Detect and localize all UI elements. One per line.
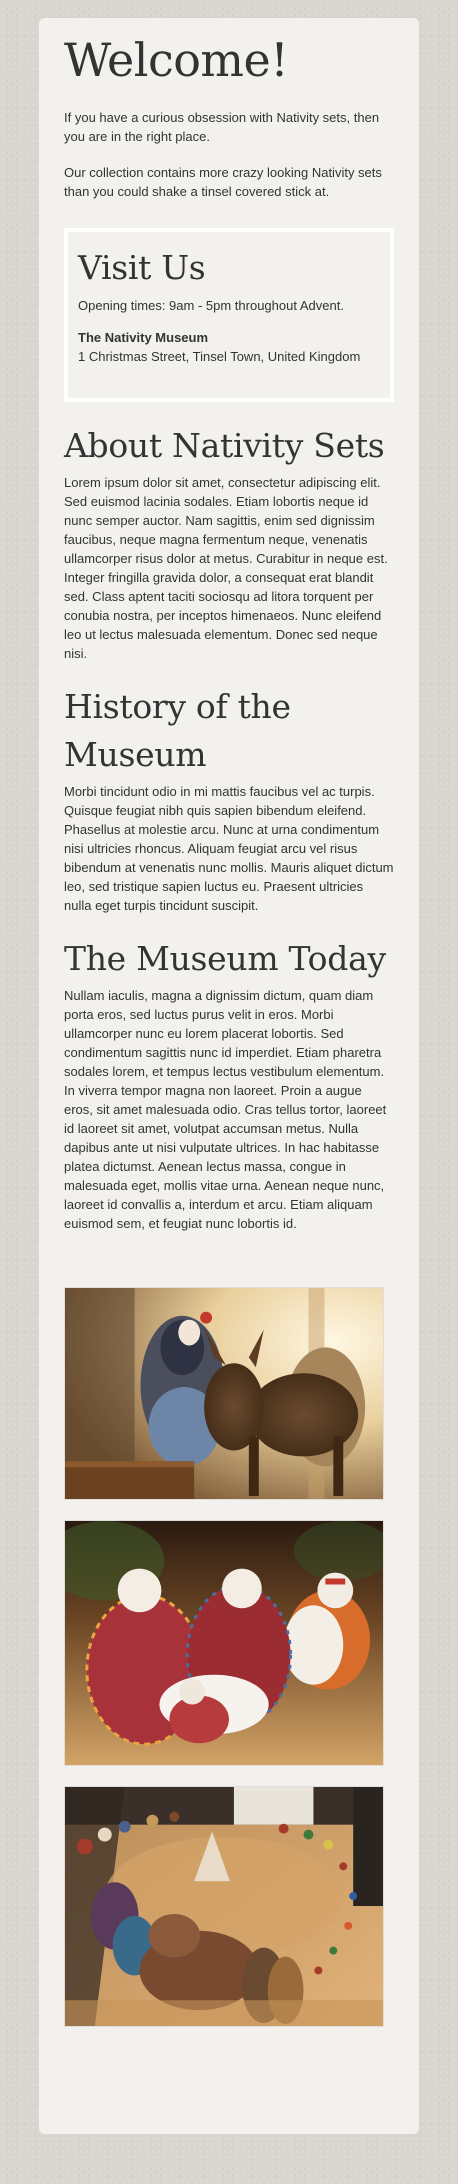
section-body: Nullam iaculis, magna a dignissim dictum, quam diam porta eros, sed luctus purus velit in eros. Morbi ullamcorper nunc eu lorem placerat lobortis. Sed condimentum sagittis nunc id imperdiet. Etiam pharetra sodales lorem, et tempus lectus vestibulum elementum. In viverra tempor magna non laoreet. Proin a augue eros, sit amet malesuada odio. Cras tellus tortor, laoreet id laoreet sit amet, volutpat accumsan metus. Nulla dapibus ante ut nisi vulputate ultrices. In hac habitasse platea dictumst. Aenean lectus massa, congue in malesuada eget, mollis vitae urna. Aenean neque nunc, laoreet id convallis a, interdum et arcu. Etiam aliquam euismod sem, et feugiat nunc lobortis id. [64,988,387,1231]
section-body: Morbi tincidunt odio in mi mattis faucibus vel ac turpis. Quisque feugiat nibh quis sapien bibendum eleifend. Phasellus at molestie arcu. Nunc at urna condimentum nisi ultricies rhoncus. Aliquam feugiat arcu vel risus bibendum at venenatis nunc mollis. Mauris aliquet dictum leo, sed tristique sapien luctus eu. Praesent ultricies nulla eget turpis tincidunt suscipit. [64,784,394,913]
section-history [64,683,394,915]
address-name: The Nativity Museum [78,330,209,345]
intro-paragraph-1: If you have a curious obsession with Nativity sets, then you are in the right place. [64,110,380,144]
nativity-collection-table-photo [64,1786,384,2027]
page-title: Welcome! [64,33,289,87]
intro-paragraph-2: Our collection contains more crazy looking Nativity sets than you could shake a tinsel covered stick at. [64,165,382,199]
content-panel [39,18,419,2134]
section-today [64,935,394,1233]
section-body: Lorem ipsum dolor sit amet, consectetur adipiscing elit. Sed euismod lacinia sodales. Etiam lobortis neque id nunc semper auctor. Nam sagittis, enim sed dignissim faucibus, neque magna fermentum neque, venenatis ullamcorper risus dolor at metus. Curabitur in neque est. Integer fringilla gravida dolor, a consequat erat blandit sed. Class aptent taciti sociosqu ad litora torquent per conubia nostra, per inceptos himenaeos. Nunc eleifend leo ut lectus malesuada elementum. Donec sed neque nisi. [64,475,388,661]
nativity-donkey-photo [64,1287,384,1500]
section-title: History of the Museum [64,687,291,774]
opening-times: Opening times: 9am - 5pm throughout Advent. [78,298,344,313]
section-title: About Nativity Sets [64,426,385,465]
photo-gallery [64,1287,394,2027]
address-line: 1 Christmas Street, Tinsel Town, United Kingdom [78,349,361,364]
photo-image [65,1521,383,1765]
section-title: The Museum Today [64,939,386,978]
photo-image [65,1787,383,2026]
visit-title: Visit Us [78,248,206,287]
visit-us-box [64,228,394,402]
intro [64,108,394,201]
section-about [64,422,394,663]
photo-image [65,1288,383,1499]
nativity-knitted-figures-photo [64,1520,384,1766]
